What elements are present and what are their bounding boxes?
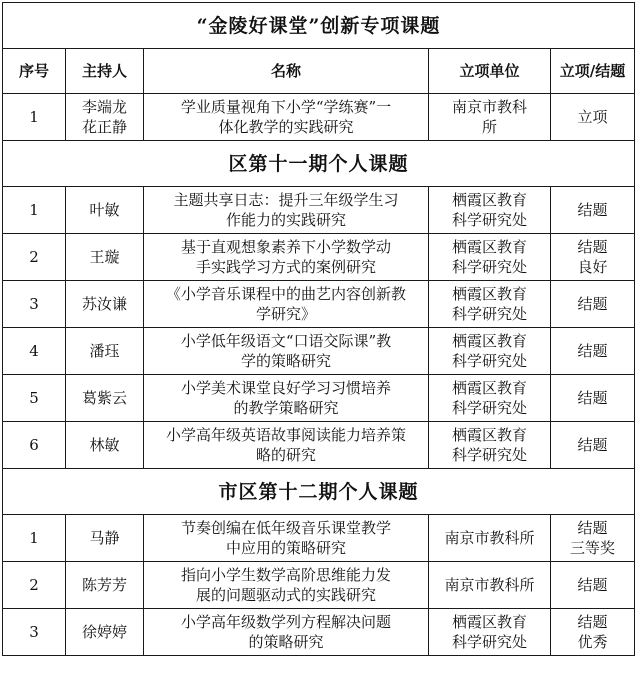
cell-title <box>144 281 429 328</box>
host-line: 马静 <box>89 529 120 547</box>
unit-line: 栖霞区教育 <box>451 238 527 256</box>
host-line: 李端龙 <box>81 98 127 116</box>
unit-line: 南京市教科 <box>451 98 527 116</box>
title-line: 作能力的实践研究 <box>225 211 346 229</box>
cell-host <box>66 375 144 422</box>
status-line: 结题 <box>577 342 608 360</box>
cell-unit <box>429 609 551 656</box>
cell-index: 1 <box>3 515 66 562</box>
table-row <box>3 422 635 469</box>
title-line: 基于直观想象素养下小学数学动 <box>180 238 391 256</box>
header-host: 主持人 <box>66 49 144 94</box>
table-row <box>3 562 635 609</box>
table-row <box>3 328 635 375</box>
cell-index: 2 <box>3 234 66 281</box>
unit-line: 栖霞区教育 <box>451 332 527 350</box>
cell-title <box>144 562 429 609</box>
status-line: 结题 <box>577 613 608 631</box>
title-line: 略的研究 <box>255 446 316 464</box>
cell-status <box>551 328 635 375</box>
cell-title <box>144 375 429 422</box>
title-line: 小学高年级数学列方程解决问题 <box>180 613 391 631</box>
table-row <box>3 375 635 422</box>
unit-line: 科学研究处 <box>451 446 527 464</box>
cell-title <box>144 609 429 656</box>
cell-title <box>144 422 429 469</box>
cell-host <box>66 187 144 234</box>
unit-line: 栖霞区教育 <box>451 191 527 209</box>
section-banner-row <box>3 141 635 187</box>
title-line: 手实践学习方式的案例研究 <box>195 258 376 276</box>
unit-line: 栖霞区教育 <box>451 426 527 444</box>
unit-line: 科学研究处 <box>451 633 527 651</box>
cell-host <box>66 328 144 375</box>
status-line: 三等奖 <box>570 539 616 557</box>
status-line: 结题 <box>577 576 608 594</box>
title-line: 的教学策略研究 <box>233 399 339 417</box>
section-title: 市区第十二期个人课题 <box>3 469 635 515</box>
host-line: 徐婷婷 <box>81 623 127 641</box>
header-row <box>3 49 635 94</box>
section-title: 区第十一期个人课题 <box>3 141 635 187</box>
project-table-body <box>3 3 635 656</box>
cell-index: 5 <box>3 375 66 422</box>
title-line: 小学高年级英语故事阅读能力培养策 <box>165 426 406 444</box>
title-line: 指向小学生数学高阶思维能力发 <box>180 566 391 584</box>
cell-status <box>551 562 635 609</box>
unit-line: 栖霞区教育 <box>451 285 527 303</box>
cell-unit <box>429 234 551 281</box>
host-line: 林敏 <box>89 436 120 454</box>
status-line: 结题 <box>577 238 608 256</box>
cell-status <box>551 281 635 328</box>
unit-line: 科学研究处 <box>451 352 527 370</box>
header-unit: 立项单位 <box>429 49 551 94</box>
cell-host <box>66 234 144 281</box>
cell-status <box>551 375 635 422</box>
cell-title <box>144 515 429 562</box>
header-status: 立项/结题 <box>551 49 635 94</box>
title-line: 展的问题驱动式的实践研究 <box>195 586 376 604</box>
cell-index: 3 <box>3 609 66 656</box>
cell-host <box>66 515 144 562</box>
cell-host <box>66 281 144 328</box>
cell-status <box>551 187 635 234</box>
cell-host <box>66 94 144 141</box>
host-line: 叶敏 <box>89 201 120 219</box>
host-line: 苏汝谦 <box>81 295 127 313</box>
cell-unit <box>429 562 551 609</box>
host-line: 陈芳芳 <box>81 576 127 594</box>
title-line: 小学美术课堂良好学习习惯培养 <box>180 379 391 397</box>
status-line: 优秀 <box>577 633 608 651</box>
table-row <box>3 187 635 234</box>
status-line: 结题 <box>577 436 608 454</box>
status-line: 结题 <box>577 519 608 537</box>
unit-line: 科学研究处 <box>451 399 527 417</box>
unit-line: 所 <box>481 118 497 136</box>
cell-status <box>551 609 635 656</box>
unit-line: 南京市教科所 <box>444 576 535 594</box>
title-line: 节奏创编在低年级音乐课堂教学 <box>180 519 391 537</box>
cell-host <box>66 422 144 469</box>
title-line: 小学低年级语文“口语交际课”教 <box>180 332 392 350</box>
cell-index: 1 <box>3 94 66 141</box>
cell-title <box>144 187 429 234</box>
status-line: 立项 <box>577 108 608 126</box>
title-line: 主题共享日志：提升三年级学生习 <box>173 191 399 209</box>
cell-title <box>144 94 429 141</box>
cell-unit <box>429 515 551 562</box>
status-line: 结题 <box>577 295 608 313</box>
cell-index: 1 <box>3 187 66 234</box>
header-index: 序号 <box>3 49 66 94</box>
host-line: 潘珏 <box>89 342 120 360</box>
unit-line: 南京市教科所 <box>444 529 535 547</box>
host-line: 葛紫云 <box>81 389 127 407</box>
section-banner-row <box>3 3 635 49</box>
cell-status <box>551 515 635 562</box>
cell-unit <box>429 187 551 234</box>
unit-line: 栖霞区教育 <box>451 379 527 397</box>
cell-title <box>144 328 429 375</box>
title-line: 体化教学的实践研究 <box>218 118 354 136</box>
table-row <box>3 94 635 141</box>
table-row <box>3 515 635 562</box>
cell-status <box>551 94 635 141</box>
cell-unit <box>429 94 551 141</box>
status-line: 良好 <box>577 258 608 276</box>
unit-line: 栖霞区教育 <box>451 613 527 631</box>
cell-host <box>66 562 144 609</box>
table-row <box>3 234 635 281</box>
cell-unit <box>429 281 551 328</box>
cell-unit <box>429 375 551 422</box>
unit-line: 科学研究处 <box>451 258 527 276</box>
cell-unit <box>429 422 551 469</box>
cell-unit <box>429 328 551 375</box>
cell-index: 6 <box>3 422 66 469</box>
status-line: 结题 <box>577 389 608 407</box>
cell-status <box>551 234 635 281</box>
table-row <box>3 281 635 328</box>
section-banner-row <box>3 469 635 515</box>
cell-index: 2 <box>3 562 66 609</box>
header-name: 名称 <box>144 49 429 94</box>
title-line: 学研究》 <box>255 305 316 323</box>
title-line: 学的策略研究 <box>240 352 331 370</box>
cell-index: 4 <box>3 328 66 375</box>
project-table <box>2 2 635 656</box>
title-line: 《小学音乐课程中的曲艺内容创新教 <box>165 285 406 303</box>
cell-title <box>144 234 429 281</box>
section-title: “金陵好课堂”创新专项课题 <box>3 3 635 49</box>
title-line: 学业质量视角下小学“学练赛”一 <box>180 98 392 116</box>
unit-line: 科学研究处 <box>451 305 527 323</box>
cell-status <box>551 422 635 469</box>
title-line: 的策略研究 <box>248 633 324 651</box>
unit-line: 科学研究处 <box>451 211 527 229</box>
status-line: 结题 <box>577 201 608 219</box>
host-line: 王璇 <box>89 248 120 266</box>
cell-host <box>66 609 144 656</box>
title-line: 中应用的策略研究 <box>225 539 346 557</box>
project-table-sheet <box>2 2 635 656</box>
table-row <box>3 609 635 656</box>
host-line: 花正静 <box>81 118 127 136</box>
cell-index: 3 <box>3 281 66 328</box>
